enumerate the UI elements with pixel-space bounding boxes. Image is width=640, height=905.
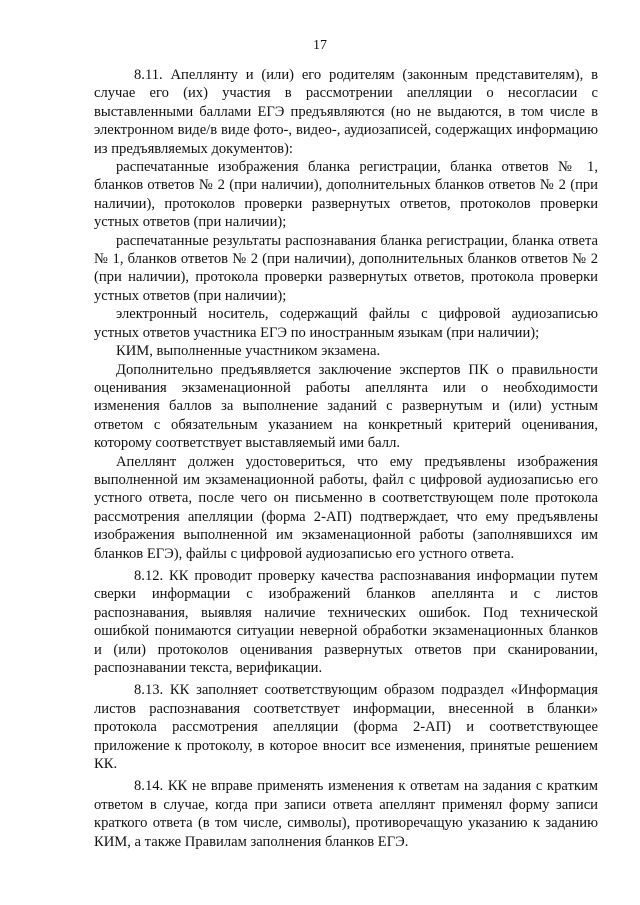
paragraph-appellant-verification: Апеллянт должен удостовериться, что ему предъявлены изображения выполненной им экзаменационной работы, файл с цифровой аудиозаписью его устного ответа, после чего он письменно в соответствующем поле протокола рассмотрения апелляции (форма 2-АП) подтверждает, что ему предъявлены изображения выполненной им экзаменационной работы (заполнявшихся им бланков ЕГЭ), файлы с цифровой аудиозаписью его устного ответа. xyxy=(94,453,598,562)
list-item-kim: КИМ, выполненные участником экзамена. xyxy=(116,343,381,360)
page-body xyxy=(94,66,598,851)
list-item-recognition-results: распечатанные результаты распознавания бланка регистрации, бланка ответа № 1, бланков ответов № 2 (при наличии), дополнительных бланков ответов № 2 (при наличии), протокола проверки развернутых ответов, протокола проверки устных ответов (при наличии); xyxy=(94,232,598,304)
list-item-audio-media: электронный носитель, содержащий файлы с цифровой аудиозаписью устных ответов участника ЕГЭ по иностранным языкам (при наличии); xyxy=(94,306,598,341)
paragraph-8-12: 8.12. КК проводит проверку качества распознавания информации путем сверки информации с изображений бланков апеллянта и с листов распознавания, выявляя наличие технических ошибок. Под технической ошибкой понимаются ситуации неверной обработки экзаменационных бланков и (или) протоколов оценивания развернутых ответов при сканировании, распознавании текста, верификации. xyxy=(94,567,598,676)
page-number: 17 xyxy=(313,38,327,53)
paragraph-8-13: 8.13. КК заполняет соответствующим образом подраздел «Информация листов распознавания соответствует информации, внесенной в бланки» протокола рассмотрения апелляции (форма 2-АП) и соответствующее приложение к протоколу, в которое вносит все изменения, принятые решением КК. xyxy=(94,682,598,773)
paragraph-expert-conclusion: Дополнительно предъявляется заключение экспертов ПК о правильности оценивания экзаменационной работы апеллянта или о необходимости изменения баллов за выполнение заданий с развернутым и (или) устным ответом с обязательным указанием на конкретный критерий оценивания, которому соответствует выставляемый ими балл. xyxy=(94,361,598,452)
paragraph-8-11: 8.11. Апеллянту и (или) его родителям (законным представителям), в случае его (их) участия в рассмотрении апелляции о несогласии с выставленными баллами ЕГЭ предъявляются (но не выдаются, в том числе в электронном виде/в виде фото-, видео-, аудиозаписей, содержащих информацию из предъявляемых документов): xyxy=(94,67,598,157)
list-item-registration-images: распечатанные изображения бланка регистрации, бланка ответов № 1, бланков ответов № 2 (при наличии), дополнительных бланков ответов № 2 (при наличии), протоколов проверки развернутых ответов, протоколов проверки устных ответов (при наличии); xyxy=(94,159,598,231)
paragraph-8-14: 8.14. КК не вправе применять изменения к ответам на задания с кратким ответом в случае, когда при записи ответа апеллянт применял форму записи краткого ответа (в том числе, символы), противоречащую указанию к заданию КИМ, а также Правилам заполнения бланков ЕГЭ. xyxy=(94,778,598,850)
